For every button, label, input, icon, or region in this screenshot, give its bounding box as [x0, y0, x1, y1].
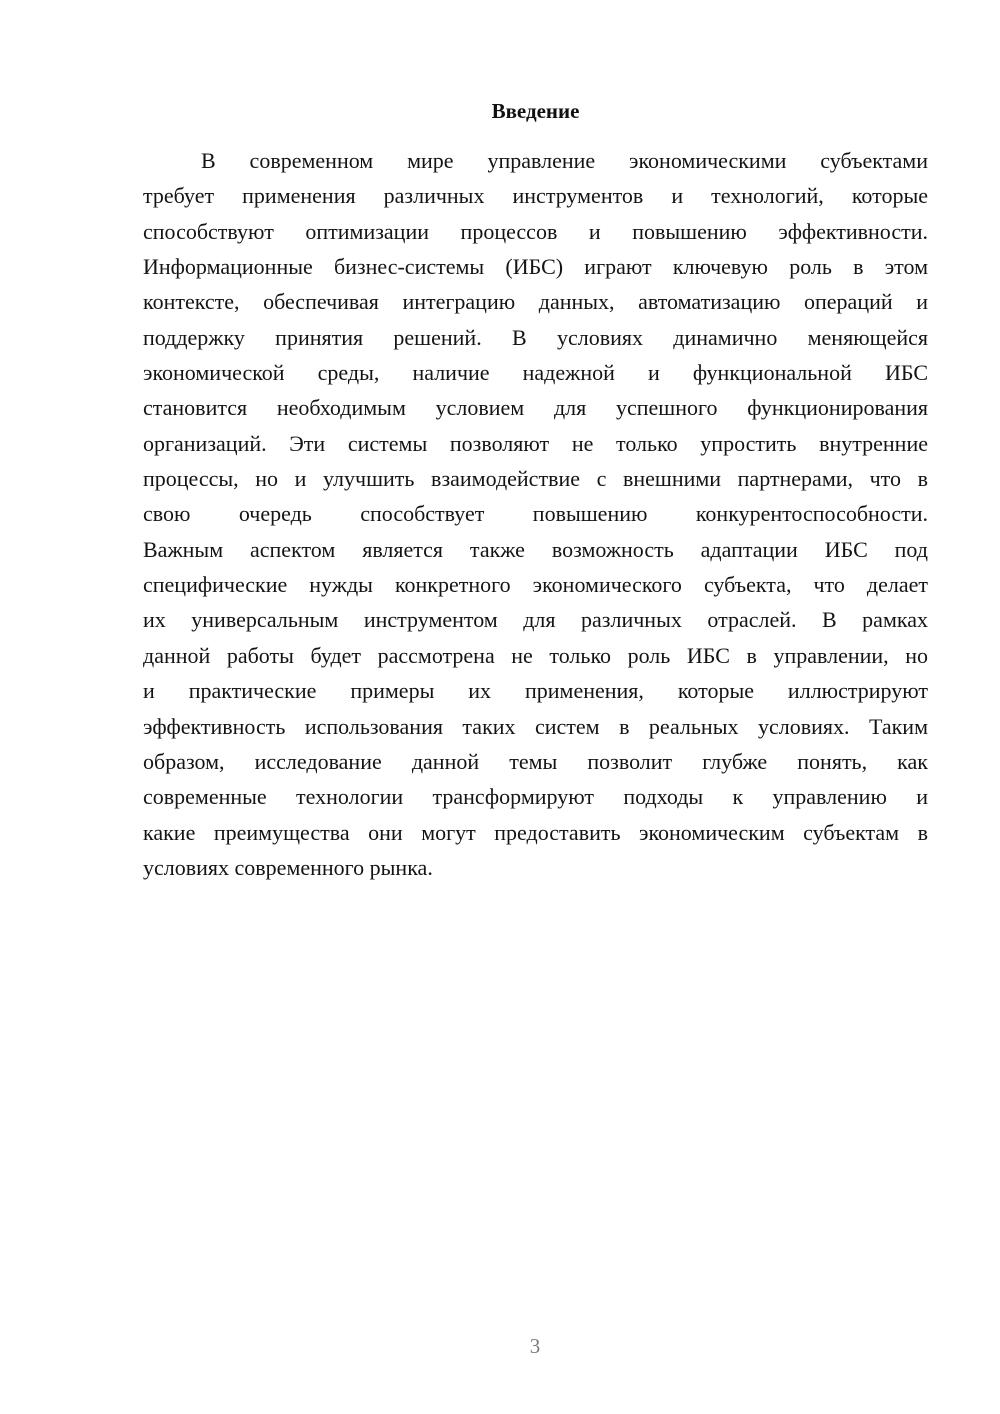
introduction-paragraph: [143, 143, 928, 885]
paragraph-line: данной работы будет рассмотрена не только роль ИБС в управлении, но: [143, 642, 928, 668]
paragraph-line: требует применения различных инструментов и технологий, которые: [143, 183, 928, 209]
paragraph-line: эффективность использования таких систем в реальных условиях. Таким: [143, 713, 928, 739]
paragraph-line: Информационные бизнес-системы (ИБС) играют ключевую роль в этом: [143, 254, 928, 280]
paragraph-line: и практические примеры их применения, которые иллюстрируют: [143, 678, 928, 704]
paragraph-line: какие преимущества они могут предоставить экономическим субъектам в: [143, 819, 928, 845]
paragraph-line: специфические нужды конкретного экономического субъекта, что делает: [143, 572, 928, 598]
paragraph-line: современные технологии трансформируют подходы к управлению и: [143, 784, 928, 810]
paragraph-line: условиях современного рынка.: [143, 854, 433, 880]
paragraph-line: контексте, обеспечивая интеграцию данных, автоматизацию операций и: [143, 289, 928, 315]
paragraph-line: экономической среды, наличие надежной и функциональной ИБС: [143, 360, 928, 386]
paragraph-line: их универсальным инструментом для различных отраслей. В рамках: [143, 607, 928, 633]
paragraph-line: способствуют оптимизации процессов и повышению эффективности.: [143, 218, 928, 244]
paragraph-line: Важным аспектом является также возможность адаптации ИБС под: [143, 536, 928, 562]
section-heading: Введение: [491, 99, 580, 123]
paragraph-line: становится необходимым условием для успешного функционирования: [143, 395, 928, 421]
paragraph-line: образом, исследование данной темы позволит глубже понять, как: [143, 748, 928, 774]
paragraph-line: В современном мире управление экономическими субъектами: [201, 148, 928, 173]
paragraph-line: процессы, но и улучшить взаимодействие с внешними партнерами, что в: [143, 466, 928, 492]
paragraph-line: поддержку принятия решений. В условиях динамично меняющейся: [143, 324, 928, 350]
paragraph-line: свою очередь способствует повышению конкурентоспособности.: [143, 501, 928, 527]
page-number: 3: [529, 1334, 541, 1358]
paragraph-line: организаций. Эти системы позволяют не только упростить внутренние: [143, 430, 928, 456]
